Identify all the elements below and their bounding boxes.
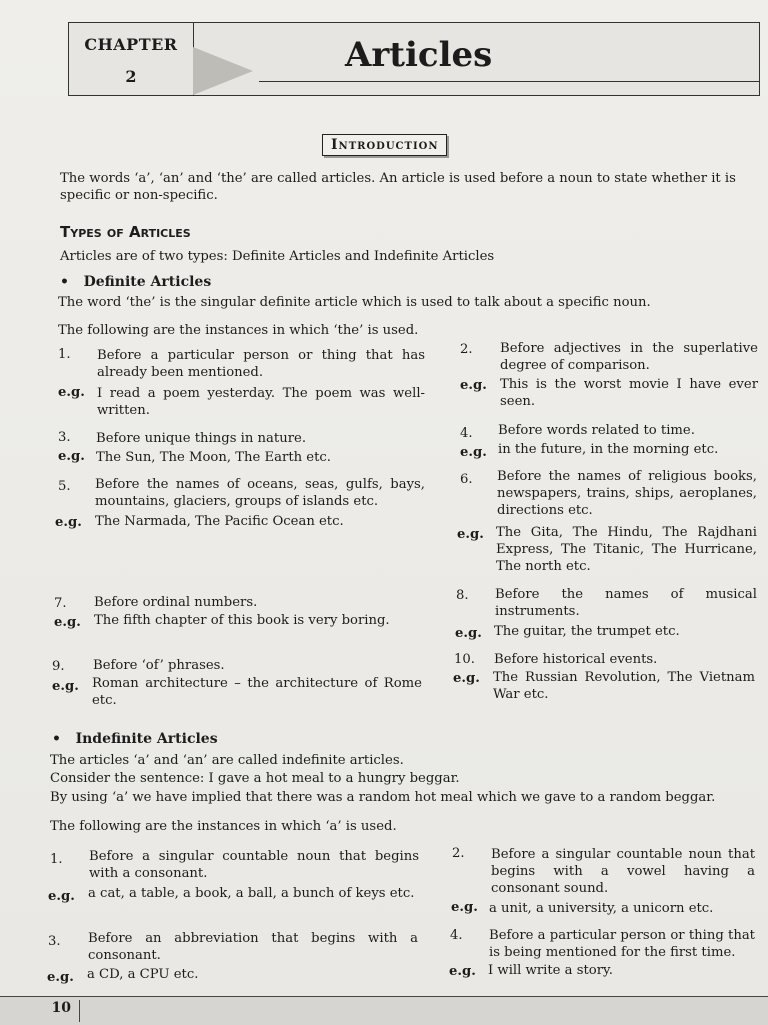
item-number: 2. (460, 342, 473, 357)
eg-label: e.g. (55, 515, 82, 530)
item-number: 4. (450, 928, 463, 943)
types-line: Articles are of two types: Definite Articles and Indefinite Articles (60, 249, 495, 264)
item-number: 1. (50, 852, 63, 867)
page-title: Articles (345, 35, 493, 75)
indefinite-p3: By using ‘a’ we have implied that there was a random hot meal which we gave to a random beggar. (50, 790, 716, 805)
definite-p1: The word ‘the’ is the singular definite article which is used to talk about a specific noun. (58, 295, 651, 310)
item-text: Before a singular countable noun that begins with a vowel having a consonant sound. (491, 847, 755, 896)
eg-label: e.g. (58, 385, 85, 400)
item-example: a cat, a table, a book, a ball, a bunch of keys etc. (88, 886, 415, 901)
item-text: Before an abbreviation that begins with a consonant. (88, 931, 418, 963)
item-number: 10. (454, 652, 475, 667)
item-number: 1. (58, 347, 71, 362)
introduction-badge: Introduction (322, 134, 447, 156)
title-rule (259, 81, 759, 82)
item-number: 3. (48, 934, 61, 949)
chapter-header (68, 22, 760, 96)
eg-label: e.g. (58, 449, 85, 464)
item-number: 4. (460, 426, 473, 441)
item-example: The Russian Revolution, The Vietnam War etc. (493, 670, 755, 702)
eg-label: e.g. (460, 445, 487, 460)
item-text: Before a singular countable noun that begins with a consonant. (89, 849, 419, 881)
eg-label: e.g. (47, 970, 74, 985)
item-number: 8. (456, 588, 469, 603)
bullet-icon: • (52, 731, 61, 747)
item-text: Before the names of oceans, seas, gulfs, bays, mountains, glaciers, groups of islands etc. (95, 477, 425, 509)
chapter-box (69, 23, 194, 95)
indefinite-p2: Consider the sentence: I gave a hot meal to a hungry beggar. (50, 771, 460, 786)
item-example: The Sun, The Moon, The Earth etc. (96, 450, 331, 465)
indefinite-heading (52, 731, 218, 748)
item-example: This is the worst movie I have ever seen. (500, 377, 758, 409)
definite-p2: The following are the instances in which ‘the’ is used. (58, 323, 419, 338)
item-number: 2. (452, 846, 465, 861)
definite-heading-text: Definite Articles (83, 274, 212, 290)
item-example: Roman architecture – the architecture of Rome etc. (92, 676, 422, 708)
item-number: 5. (58, 479, 71, 494)
item-text: Before the names of religious books, newspapers, trains, ships, aeroplanes, directions etc. (497, 469, 757, 518)
item-example: The fifth chapter of this book is very boring. (94, 613, 390, 628)
item-example: I read a poem yesterday. The poem was well-written. (97, 386, 425, 418)
eg-label: e.g. (455, 626, 482, 641)
item-example: a CD, a CPU etc. (87, 967, 199, 982)
indefinite-p4: The following are the instances in which ‘a’ is used. (50, 819, 397, 834)
chapter-label: CHAPTER (84, 35, 178, 54)
item-number: 9. (52, 659, 65, 674)
item-example: in the future, in the morning etc. (498, 442, 719, 457)
item-text: Before unique things in nature. (96, 431, 307, 446)
eg-label: e.g. (460, 378, 487, 393)
indefinite-p1: The articles ‘a’ and ‘an’ are called indefinite articles. (50, 753, 404, 768)
item-text: Before ordinal numbers. (94, 595, 258, 610)
item-text: Before a particular person or thing that has already been mentioned. (97, 348, 425, 380)
footer-bar (0, 996, 768, 1025)
eg-label: e.g. (54, 615, 81, 630)
item-example: The Gita, The Hindu, The Rajdhani Express, The Titanic, The Hurricane, The north etc. (496, 525, 757, 574)
header-wedge-decoration (193, 47, 253, 95)
item-text: Before the names of musical instruments. (495, 587, 757, 619)
eg-label: e.g. (48, 889, 75, 904)
eg-label: e.g. (52, 679, 79, 694)
item-text: Before a particular person or thing that is being mentioned for the first time. (489, 928, 755, 960)
eg-label: e.g. (449, 964, 476, 979)
chapter-number: 2 (125, 67, 137, 86)
intro-paragraph: The words ‘a’, ‘an’ and ‘the’ are called articles. An article is used before a noun to state whether it is specific or non-specific. (60, 171, 736, 203)
item-example: I will write a story. (488, 963, 613, 978)
bullet-icon: • (60, 274, 69, 290)
page-number: 10 (18, 1000, 80, 1022)
item-example: a unit, a university, a unicorn etc. (489, 901, 714, 916)
item-example: The Narmada, The Pacific Ocean etc. (95, 514, 344, 529)
indefinite-heading-text: Indefinite Articles (75, 731, 218, 747)
types-heading: Types of Articles (60, 223, 191, 241)
eg-label: e.g. (451, 900, 478, 915)
item-text: Before words related to time. (498, 423, 695, 438)
item-text: Before adjectives in the superlative degree of comparison. (500, 341, 758, 373)
definite-heading (60, 274, 211, 291)
item-text: Before ‘of’ phrases. (93, 658, 225, 673)
item-number: 6. (460, 472, 473, 487)
item-text: Before historical events. (494, 652, 658, 667)
eg-label: e.g. (453, 671, 480, 686)
eg-label: e.g. (457, 527, 484, 542)
item-number: 7. (54, 596, 67, 611)
item-number: 3. (58, 430, 71, 445)
item-example: The guitar, the trumpet etc. (494, 624, 680, 639)
